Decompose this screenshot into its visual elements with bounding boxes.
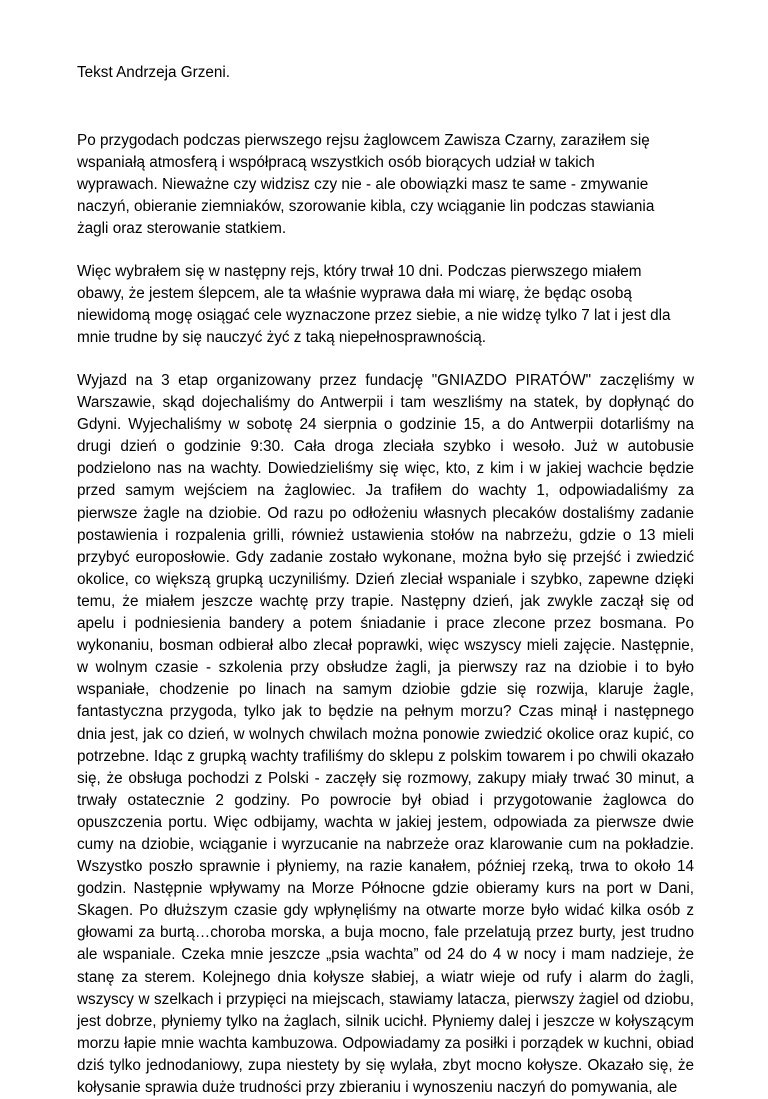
document-title: Tekst Andrzeja Grzeni.: [77, 64, 231, 81]
paragraph-second-cruise: Więc wybrałem się w następny rejs, który trwał 10 dni. Podczas pierwszego miałem obawy, że jestem ślepcem, ale ta właśnie wyprawa dała mi wiarę, że będąc osobą niewidomą mogę osiągać cele wyznaczone przez siebie, a nie widzę tylko 7 lat i jest dla mnie trudne by się nauczyć żyć z taką niepełnosprawnością.: [77, 263, 671, 347]
paragraph-intro: Po przygodach podczas pierwszego rejsu żaglowcem Zawisza Czarny, zaraziłem się wspaniałą atmosferą i współpracą wszystkich osób biorących udział w takich wyprawach. Nieważne czy widzisz czy nie - ale obowiązki masz te same - zmywanie naczyń, obieranie ziemniaków, szorowanie kibla, czy wciąganie lin podczas stawiania żagli oraz sterowanie statkiem.: [77, 132, 655, 238]
paragraph-voyage-account: Wyjazd na 3 etap organizowany przez fundację "GNIAZDO PIRATÓW" zaczęliśmy w Warszawie, skąd dojechaliśmy do Antwerpii i tam weszliśmy na statek, by dopłynąć do Gdyni. Wyjechaliśmy w sobotę 24 sierpnia o godzinie 15, a do Antwerpii dotarliśmy na drugi dzień o godzinie 9:30. Cała droga zleciała szybko i wesoło. Już w autobusie podzielono nas na wachty. Dowiedzieliśmy się więc, kto, z kim i w jakiej wachcie będzie przed samym wejściem na żaglowiec. Ja trafiłem do wachty 1, odpowiadaliśmy za pierwsze żagle na dziobie. Od razu po odłożeniu własnych plecaków dostaliśmy zadanie postawienia i rozpalenia grilli, również ustawienia stołów na nabrzeżu, gdzie o 13 mieli przybyć europosłowie. Gdy zadanie zostało wykonane, można było się przejść i zwiedzić okolice, co większą grupką uczyniliśmy. Dzień zleciał wspaniale i szybko, zapewne dzięki temu, że miałem jeszcze wachtę przy trapie. Następny dzień, jak zwykle zaczął się od apelu i podniesienia bandery a potem śniadanie i prace zlecone przez bosmana. Po wykonaniu, bosman odbierał albo zlecał poprawki, więc wszyscy mieli zajęcie. Następnie, w wolnym czasie - szkolenia przy obsłudze żagli, ja pierwszy raz na dziobie i to było wspaniałe, chodzenie po linach na samym dziobie gdzie się rozwija, klaruje żagle, fantastyczna przygoda, tylko jak to będzie na pełnym morzu? Czas minął i następnego dnia jest, jak co dzień, w wolnych chwilach można ponowie zwiedzić okolice oraz kupić, co potrzebne. Idąc z grupką wachty trafiliśmy do sklepu z polskim towarem i po chwili okazało się, że obsługa pochodzi z Polski - zaczęły się rozmowy, zakupy miały trwać 30 minut, a trwały ostatecznie 2 godziny. Po powrocie był obiad i przygotowanie żaglowca do opuszczenia portu. Więc odbijamy, wachta w jakiej jestem, odpowiada za pierwsze dwie cumy na dziobie, wciąganie i wyrzucanie na nabrzeże oraz klarowanie cum na pokładzie. Wszystko poszło sprawnie i płyniemy, na razie kanałem, później rzeką, trwa to około 14 godzin. Następnie wpływamy na Morze Północne gdzie obieramy kurs na port w Dani, Skagen. Po dłuższym czasie gdy wpłynęliśmy na otwarte morze było widać kilka osób z głowami za burtą…choroba morska, a buja mocno, fale przelatują przez burty, jest trudno ale wspaniale. Czeka mnie jeszcze „psia wachta” od 24 do 4 w nocy i mam nadzieje, że stanę za sterem. Kolejnego dnia kołysze słabiej, a wiatr wieje od rufy i alarm do żagli, wszyscy w szelkach i przypięci na miejscach, stawiamy latacza, pierwszy żagiel od dziobu, jest dobrze, płyniemy tylko na żaglach, silnik ucichł. Płyniemy dalej i jeszcze w kołyszącym morzu łapie mnie wachta kambuzowa. Odpowiadamy za posiłki i porządek w kuchni, obiad dziś tylko jednodaniowy, zupa niestety by się wylała, zbyt mocno kołysze. Okazało się, że kołysanie sprawia duże trudności przy zbieraniu i wynoszeniu naczyń do pomywania, ale: [77, 372, 694, 1096]
